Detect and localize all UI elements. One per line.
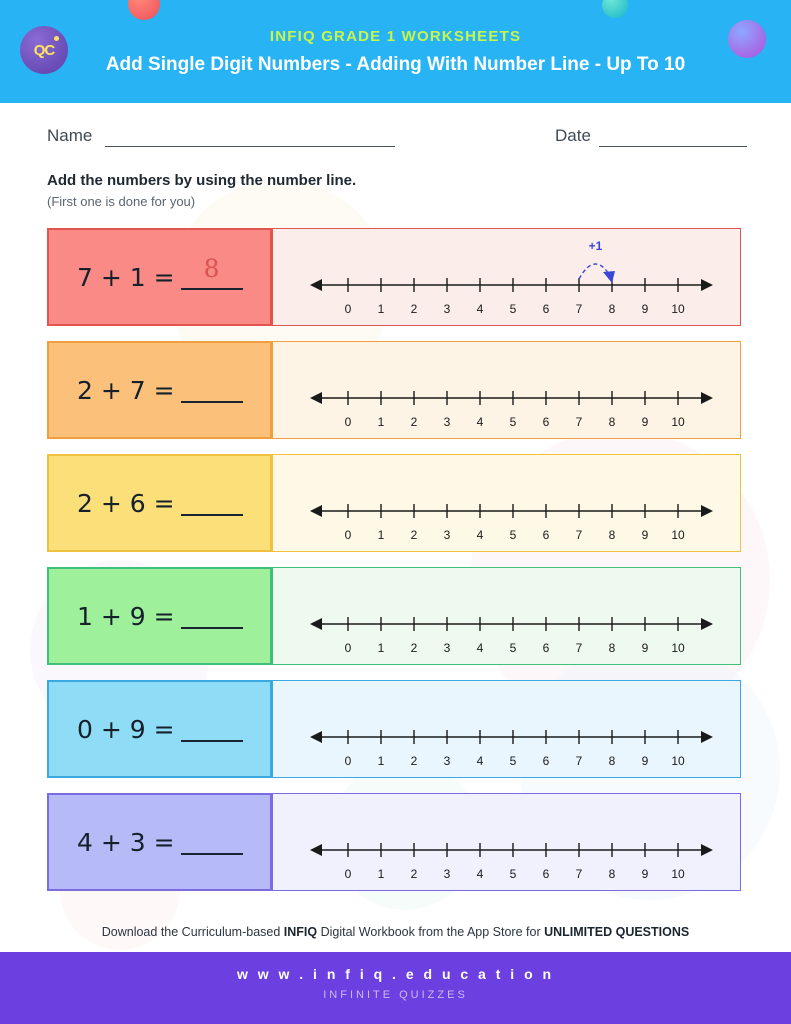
number-line-tick-label: 9 [641, 415, 649, 429]
number-line-tick-label: 6 [542, 415, 550, 429]
student-info-row [47, 122, 747, 152]
number-line-tick-label: 0 [344, 867, 352, 881]
number-line-tick-label: 2 [410, 641, 418, 655]
number-line-tick-label: 8 [608, 528, 616, 542]
number-line-tick-label: 1 [377, 415, 385, 429]
footer-url[interactable]: w w w . i n f i q . e d u c a t i o n [236, 966, 555, 982]
decorative-circle-teal [602, 0, 628, 18]
number-line-tick-label: 1 [377, 754, 385, 768]
arrow-right-icon [701, 618, 713, 630]
problem-row [47, 454, 741, 552]
number-line-tick-label: 10 [671, 302, 685, 316]
number-line-tick-label: 5 [509, 867, 517, 881]
number-line-tick-label: 9 [641, 754, 649, 768]
number-line-tick-label: 3 [443, 867, 451, 881]
problem-question-box [47, 793, 272, 891]
problem-row [47, 793, 741, 891]
number-line-tick-label: 5 [509, 415, 517, 429]
arrow-left-icon [310, 279, 322, 291]
number-line-tick-label: 9 [641, 528, 649, 542]
problem-row [47, 341, 741, 439]
number-line-tick-label: 5 [509, 641, 517, 655]
date-label: Date [555, 126, 591, 145]
number-line [273, 342, 742, 440]
number-line-tick-label: 4 [476, 867, 484, 881]
number-line-panel [272, 567, 741, 665]
number-line-tick-label: 8 [608, 867, 616, 881]
number-line-tick-label: 1 [377, 302, 385, 316]
brand-line: INFIQ GRADE 1 WORKSHEETS [269, 28, 522, 45]
hop-label: +1 [588, 239, 603, 253]
number-line-tick-label: 4 [476, 528, 484, 542]
hop-arrowhead-icon [603, 271, 615, 283]
problem-row [47, 680, 741, 778]
answer-blank[interactable] [181, 714, 243, 742]
number-line-tick-label: 2 [410, 867, 418, 881]
problem-row [47, 567, 741, 665]
number-line-tick-label: 3 [443, 754, 451, 768]
answer-blank[interactable] [181, 601, 243, 629]
problem-question-box [47, 680, 272, 778]
footer-bar [0, 952, 791, 1024]
number-line-panel [272, 454, 741, 552]
number-line-tick-label: 6 [542, 754, 550, 768]
problem-expression: 2 + 7 = [77, 375, 243, 405]
answer-blank[interactable] [181, 254, 243, 290]
number-line-tick-label: 10 [671, 528, 685, 542]
problem-expression: 0 + 9 = [77, 714, 243, 744]
instruction-sub: (First one is done for you) [47, 194, 196, 209]
number-line [273, 681, 742, 779]
number-line-tick-label: 0 [344, 641, 352, 655]
arrow-right-icon [701, 279, 713, 291]
arrow-left-icon [310, 618, 322, 630]
number-line-tick-label: 10 [671, 754, 685, 768]
number-line-tick-label: 7 [575, 302, 583, 316]
decorative-circle-red [128, 0, 160, 20]
number-line [273, 794, 742, 892]
number-line-tick-label: 2 [410, 528, 418, 542]
answer-blank[interactable] [181, 827, 243, 855]
footer-tagline: INFINITE QUIZZES [323, 989, 468, 1001]
number-line-tick-label: 0 [344, 754, 352, 768]
answer-blank[interactable] [181, 375, 243, 403]
problem-expression: 2 + 6 = [77, 488, 243, 518]
number-line-tick-label: 7 [575, 867, 583, 881]
number-line-tick-label: 4 [476, 415, 484, 429]
problem-question-box [47, 567, 272, 665]
number-line-tick-label: 4 [476, 302, 484, 316]
page-title: Add Single Digit Numbers - Adding With Number Line - Up To 10 [105, 54, 686, 75]
arrow-right-icon [701, 731, 713, 743]
number-line-tick-label: 6 [542, 528, 550, 542]
number-line-tick-label: 3 [443, 415, 451, 429]
number-line-tick-label: 0 [344, 302, 352, 316]
number-line-tick-label: 1 [377, 528, 385, 542]
number-line-tick-label: 10 [671, 867, 685, 881]
problem-list [47, 228, 741, 906]
number-line-tick-label: 7 [575, 754, 583, 768]
number-line-tick-label: 8 [608, 415, 616, 429]
number-line-tick-label: 2 [410, 302, 418, 316]
problem-question-box [47, 228, 272, 326]
number-line-panel [272, 341, 741, 439]
number-line-tick-label: 10 [671, 415, 685, 429]
footer-note-brand: INFIQ [283, 925, 318, 939]
number-line-tick-label: 8 [608, 754, 616, 768]
number-line-panel [272, 228, 741, 326]
number-line-tick-label: 10 [671, 641, 685, 655]
number-line-tick-label: 6 [542, 867, 550, 881]
number-line-panel [272, 680, 741, 778]
number-line-tick-label: 0 [344, 528, 352, 542]
problem-question-box [47, 341, 272, 439]
arrow-right-icon [701, 505, 713, 517]
number-line-tick-label: 7 [575, 528, 583, 542]
arrow-right-icon [701, 392, 713, 404]
number-line-tick-label: 4 [476, 641, 484, 655]
number-line-tick-label: 9 [641, 867, 649, 881]
number-line-tick-label: 4 [476, 754, 484, 768]
number-line-tick-label: 2 [410, 754, 418, 768]
name-input-line[interactable] [105, 146, 395, 147]
arrow-left-icon [310, 731, 322, 743]
problem-expression: 1 + 9 = [77, 601, 243, 631]
number-line-tick-label: 6 [542, 302, 550, 316]
number-line-tick-label: 9 [641, 641, 649, 655]
number-line-tick-label: 6 [542, 641, 550, 655]
footer-note-suffix: UNLIMITED QUESTIONS [544, 925, 690, 939]
number-line-panel [272, 793, 741, 891]
number-line [273, 568, 742, 666]
number-line-tick-label: 5 [509, 754, 517, 768]
footer-note-middle: Digital Workbook from the App Store for [317, 925, 545, 939]
number-line-tick-label: 1 [377, 867, 385, 881]
number-line-tick-label: 9 [641, 302, 649, 316]
number-line-tick-label: 0 [344, 415, 352, 429]
number-line-tick-label: 3 [443, 528, 451, 542]
name-label: Name [47, 126, 93, 145]
footer-note [0, 925, 791, 939]
number-line-tick-label: 5 [509, 528, 517, 542]
number-line-tick-label: 1 [377, 641, 385, 655]
arrow-left-icon [310, 844, 322, 856]
number-line-tick-label: 7 [575, 415, 583, 429]
date-input-line[interactable] [599, 146, 747, 147]
problem-expression: 4 + 3 = [77, 827, 243, 857]
answer-blank[interactable] [181, 488, 243, 516]
logo-text: QC [33, 41, 55, 59]
number-line-tick-label: 2 [410, 415, 418, 429]
page-header [0, 0, 791, 103]
problem-row [47, 228, 741, 326]
number-line-tick-label: 3 [443, 302, 451, 316]
instruction-main: Add the numbers by using the number line. [47, 172, 357, 189]
number-line-tick-label: 8 [608, 302, 616, 316]
arrow-left-icon [310, 505, 322, 517]
footer-note-prefix: Download the Curriculum-based [101, 925, 284, 939]
number-line [273, 455, 742, 553]
arrow-right-icon [701, 844, 713, 856]
number-line-tick-label: 8 [608, 641, 616, 655]
number-line-tick-label: 5 [509, 302, 517, 316]
answer-value: 8 [203, 254, 220, 283]
arrow-left-icon [310, 392, 322, 404]
number-line-tick-label: 7 [575, 641, 583, 655]
problem-expression: 7 + 1 = 8 [77, 262, 243, 292]
problem-question-box [47, 454, 272, 552]
number-line [273, 229, 742, 327]
number-line-tick-label: 3 [443, 641, 451, 655]
